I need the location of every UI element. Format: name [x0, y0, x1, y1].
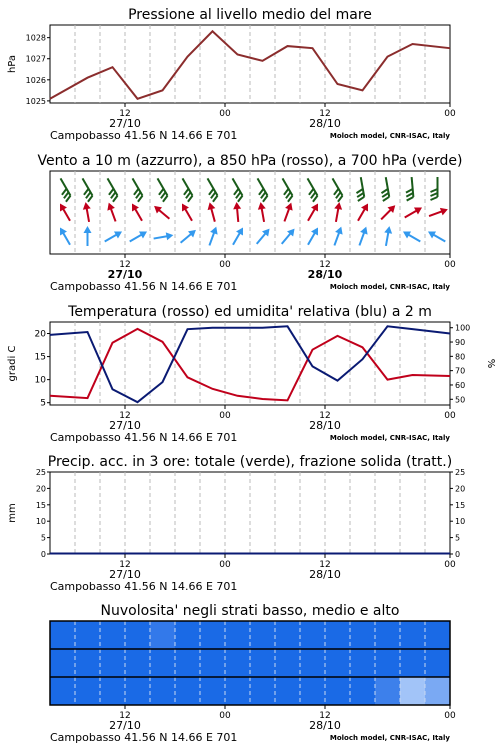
wind-arrow	[331, 225, 345, 247]
date-label: 27/10	[109, 117, 141, 130]
station-info: Campobasso 41.56 N 14.66 E 701	[50, 129, 238, 142]
time-tick-label: 00	[219, 260, 231, 270]
y-tick-label: 1025	[25, 96, 46, 106]
cloud-cell-medio	[175, 649, 201, 677]
cloud-cell-basso	[375, 677, 401, 705]
cloud-cell-medio	[225, 649, 251, 677]
wind-barb	[101, 178, 119, 201]
model-credit: Moloch model, CNR-ISAC, Italy	[329, 434, 450, 442]
cloud-cell-medio	[325, 649, 351, 677]
arrow-shaft	[284, 207, 289, 221]
cloud-cell-medio	[150, 649, 176, 677]
time-tick-label: 00	[444, 260, 456, 270]
date-label: 28/10	[309, 719, 341, 732]
y-tick-label: 25	[35, 468, 46, 477]
barb-flag	[431, 193, 438, 196]
arrow-shaft	[110, 207, 115, 221]
wind-arrow	[84, 226, 92, 246]
arrow-shaft	[334, 231, 339, 245]
y-tick-label: 1028	[25, 33, 46, 43]
arrow-head	[311, 201, 321, 211]
arrow-head	[179, 201, 189, 211]
time-tick-label: 12	[119, 560, 131, 570]
cloud-cell-basso	[300, 677, 326, 705]
y-tick-label: 15	[34, 352, 46, 363]
wind-arrow	[281, 201, 295, 223]
cloud-cell-medio	[100, 649, 126, 677]
wind-barb	[54, 178, 72, 201]
wind-arrow	[57, 225, 74, 246]
y-tick-label-right: 10	[455, 517, 466, 527]
arrow-shaft	[158, 209, 169, 219]
arrow-shaft	[308, 232, 316, 245]
arrow-shaft	[86, 207, 89, 222]
wind-arrow	[257, 201, 268, 222]
cloud-cell-basso	[400, 677, 426, 705]
arrow-head	[361, 201, 371, 211]
y-tick-label: 20	[34, 329, 46, 340]
barb-flag	[357, 197, 364, 201]
wind-arrow	[355, 201, 372, 222]
arrow-shaft	[432, 234, 445, 242]
arrow-shaft	[336, 207, 339, 222]
wind-arrow	[401, 228, 422, 245]
cloud-cell-alto	[325, 621, 351, 649]
arrow-head	[384, 225, 393, 233]
cloud-cell-basso	[150, 677, 176, 705]
wind-arrow	[305, 201, 322, 222]
wind-arrow	[152, 203, 172, 222]
cloud-cell-medio	[75, 649, 101, 677]
arrow-shaft	[135, 208, 143, 221]
y-tick-label: 1027	[25, 54, 46, 64]
y-tick-label: 1026	[25, 75, 46, 85]
cloud-cell-basso	[250, 677, 276, 705]
cloud-cell-medio	[275, 649, 301, 677]
y-tick-label-right: 90	[455, 338, 466, 348]
arrow-head	[166, 231, 174, 240]
arrow-shaft	[233, 232, 241, 245]
y-tick-label: 10	[35, 517, 46, 527]
wind-arrow	[305, 225, 322, 246]
cloud-cell-basso	[100, 677, 126, 705]
arrow-shaft	[63, 232, 71, 245]
model-credit: Moloch model, CNR-ISAC, Italy	[329, 734, 450, 742]
station-info: Campobasso 41.56 N 14.66 E 701	[50, 580, 238, 593]
time-tick-label: 00	[219, 411, 231, 421]
wind-arrow	[57, 201, 74, 222]
time-tick-label: 12	[119, 711, 131, 721]
wind-barb	[251, 178, 269, 201]
cloud-cell-medio	[300, 649, 326, 677]
y-tick-label-right: 25	[455, 468, 466, 477]
wind-arrow	[178, 227, 198, 246]
wind-barb	[76, 178, 94, 201]
wind-arrow	[428, 205, 450, 219]
wind-barb	[301, 178, 319, 201]
cloud-cell-basso	[275, 677, 301, 705]
panel-title: Temperatura (rosso) ed umidita' relativa (blu) a 2 m	[68, 304, 432, 320]
cloud-cell-basso	[50, 677, 76, 705]
arrow-shaft	[359, 231, 364, 245]
wind-barb	[201, 178, 219, 201]
arrow-head	[114, 228, 124, 238]
arrow-head	[210, 225, 220, 234]
barb-flag	[406, 197, 413, 201]
cloud-cell-alto	[150, 621, 176, 649]
station-info: Campobasso 41.56 N 14.66 E 701	[50, 431, 238, 444]
cloud-cell-basso	[425, 677, 451, 705]
cloud-cell-medio	[125, 649, 151, 677]
panel-title: Precip. acc. in 3 ore: totale (verde), frazione solida (tratt.)	[47, 454, 453, 470]
arrow-shaft	[63, 208, 71, 221]
cloud-cell-medio	[425, 649, 451, 677]
cloud-cell-alto	[50, 621, 76, 649]
date-label: 27/10	[107, 268, 143, 281]
arrow-shaft	[237, 207, 238, 222]
model-credit: Moloch model, CNR-ISAC, Italy	[329, 283, 450, 291]
wind-arrow	[129, 201, 146, 222]
barb-flag	[431, 197, 438, 200]
y-tick-label: 15	[35, 500, 46, 510]
arrow-shaft	[181, 233, 192, 243]
cloud-cell-basso	[75, 677, 101, 705]
wind-barb	[326, 178, 344, 201]
wind-barb	[379, 177, 390, 201]
arrow-shaft	[261, 207, 264, 222]
arrow-head	[334, 201, 343, 209]
model-credit: Moloch model, CNR-ISAC, Italy	[329, 132, 450, 140]
cloud-cell-basso	[325, 677, 351, 705]
wind-arrow	[378, 202, 398, 222]
wind-arrow	[128, 228, 149, 245]
time-tick-label: 12	[319, 711, 331, 721]
wind-arrow	[356, 225, 370, 247]
y-tick-label-right: 50	[455, 395, 466, 405]
wind-arrow	[403, 204, 424, 221]
time-tick-label: 12	[119, 109, 131, 119]
cloud-cell-alto	[125, 621, 151, 649]
cloud-cell-medio	[350, 649, 376, 677]
date-label: 27/10	[109, 719, 141, 732]
station-info: Campobasso 41.56 N 14.66 E 701	[50, 731, 238, 744]
date-label: 28/10	[309, 117, 341, 130]
date-label: 27/10	[109, 568, 141, 581]
arrow-head	[57, 225, 67, 235]
y-tick-label: 10	[34, 375, 46, 386]
time-tick-label: 12	[319, 260, 331, 270]
arrow-head	[139, 228, 149, 238]
time-tick-label: 00	[219, 109, 231, 119]
cloud-cell-alto	[300, 621, 326, 649]
y-tick-label-right: 80	[455, 352, 466, 362]
cloud-cell-alto	[100, 621, 126, 649]
arrow-shaft	[308, 208, 316, 221]
cloud-cell-basso	[200, 677, 226, 705]
wind-arrow	[206, 225, 220, 247]
y-tick-label-right: 70	[455, 366, 466, 376]
y-axis-label: hPa	[7, 54, 18, 74]
arrow-shaft	[257, 232, 267, 243]
cloud-cell-medio	[375, 649, 401, 677]
arrow-head	[206, 201, 216, 210]
wind-arrow	[332, 201, 343, 222]
arrow-head	[414, 204, 424, 214]
wind-arrow	[103, 228, 124, 245]
cloud-cell-alto	[250, 621, 276, 649]
wind-arrow	[233, 202, 243, 223]
time-tick-label: 00	[444, 560, 456, 570]
time-tick-label: 12	[119, 260, 131, 270]
time-tick-label: 12	[319, 109, 331, 119]
y-tick-label-right: 100	[455, 323, 471, 333]
wind-arrow	[153, 231, 174, 242]
panel-frame-4	[50, 472, 450, 554]
cloud-cell-alto	[400, 621, 426, 649]
cloud-cell-alto	[225, 621, 251, 649]
cloud-cell-medio	[50, 649, 76, 677]
arrow-shaft	[407, 234, 420, 242]
cloud-cell-basso	[350, 677, 376, 705]
arrow-head	[57, 201, 67, 211]
cloud-cell-basso	[125, 677, 151, 705]
cloud-cell-alto	[200, 621, 226, 649]
y-tick-label-right: 60	[455, 380, 466, 390]
arrow-head	[236, 225, 246, 235]
arrow-shaft	[429, 211, 443, 216]
wind-barb	[151, 178, 169, 201]
y-tick-label: 5	[40, 533, 46, 543]
wind-arrow	[254, 226, 273, 246]
arrow-shaft	[185, 208, 193, 221]
arrow-shaft	[405, 210, 418, 218]
date-label: 28/10	[309, 419, 341, 432]
time-tick-label: 12	[319, 411, 331, 421]
arrow-head	[257, 201, 266, 209]
arrow-head	[82, 201, 91, 209]
arrow-head	[335, 225, 345, 234]
panel-title: Nuvolosita' negli strati basso, medio e alto	[100, 603, 400, 619]
y-tick-label: 0	[40, 550, 46, 559]
arrow-head	[105, 201, 115, 210]
wind-arrow	[179, 201, 196, 222]
wind-arrow	[105, 201, 119, 223]
wind-barb	[126, 178, 144, 201]
date-label: 27/10	[109, 419, 141, 432]
wind-arrow	[279, 226, 298, 246]
arrow-head	[233, 202, 242, 210]
wind-barb	[354, 177, 365, 201]
time-tick-label: 00	[444, 711, 456, 721]
wind-arrow	[382, 225, 393, 246]
time-tick-label: 00	[444, 411, 456, 421]
arrow-shaft	[154, 236, 169, 239]
time-tick-label: 12	[319, 560, 331, 570]
wind-arrow	[82, 201, 93, 222]
arrow-head	[84, 226, 92, 233]
arrow-head	[360, 225, 370, 234]
y-axis-label: mm	[7, 503, 18, 523]
cloud-cell-alto	[175, 621, 201, 649]
barb-flag	[431, 189, 438, 192]
arrow-head	[285, 201, 295, 210]
arrow-shaft	[209, 231, 214, 245]
y-axis-label-right: %	[485, 358, 496, 369]
cloud-cell-basso	[175, 677, 201, 705]
arrow-head	[401, 228, 411, 238]
y-tick-label: 20	[35, 484, 46, 494]
arrow-shaft	[130, 234, 143, 242]
date-label: 28/10	[309, 568, 341, 581]
station-info: Campobasso 41.56 N 14.66 E 701	[50, 280, 238, 293]
time-tick-label: 12	[119, 411, 131, 421]
y-tick-label-right: 15	[455, 500, 466, 510]
wind-barb	[226, 178, 244, 201]
arrow-shaft	[386, 231, 389, 246]
arrow-head	[440, 205, 449, 215]
arrow-shaft	[381, 209, 392, 220]
cloud-cell-medio	[250, 649, 276, 677]
wind-arrow	[426, 228, 447, 245]
panel-title: Pressione al livello medio del mare	[128, 7, 372, 23]
time-tick-label: 00	[219, 711, 231, 721]
cloud-cell-alto	[350, 621, 376, 649]
arrow-shaft	[282, 232, 292, 243]
arrow-head	[311, 225, 321, 235]
wind-barb	[431, 177, 438, 200]
cloud-cell-alto	[425, 621, 451, 649]
time-tick-label: 00	[219, 560, 231, 570]
cloud-cell-alto	[375, 621, 401, 649]
wind-barb	[276, 178, 294, 201]
y-tick-label-right: 0	[455, 550, 461, 559]
cloud-cell-medio	[400, 649, 426, 677]
cloud-cell-alto	[75, 621, 101, 649]
arrow-shaft	[358, 208, 366, 221]
y-axis-label: gradi C	[7, 345, 18, 382]
arrow-shaft	[211, 207, 215, 221]
wind-barb	[176, 178, 194, 201]
arrow-head	[129, 201, 139, 211]
arrow-shaft	[105, 234, 118, 242]
wind-arrow	[206, 201, 219, 222]
cloud-cell-medio	[200, 649, 226, 677]
cloud-cell-basso	[225, 677, 251, 705]
arrow-head	[426, 228, 436, 238]
y-tick-label: 5	[40, 398, 46, 409]
cloud-cell-alto	[275, 621, 301, 649]
wind-barb	[405, 177, 414, 201]
barb-flag	[382, 197, 389, 201]
y-tick-label-right: 5	[455, 533, 461, 543]
panel-title: Vento a 10 m (azzurro), a 850 hPa (rosso), a 700 hPa (verde)	[37, 153, 463, 169]
time-tick-label: 00	[444, 109, 456, 119]
y-tick-label-right: 20	[455, 484, 466, 494]
date-label: 28/10	[307, 268, 343, 281]
wind-arrow	[230, 225, 247, 246]
